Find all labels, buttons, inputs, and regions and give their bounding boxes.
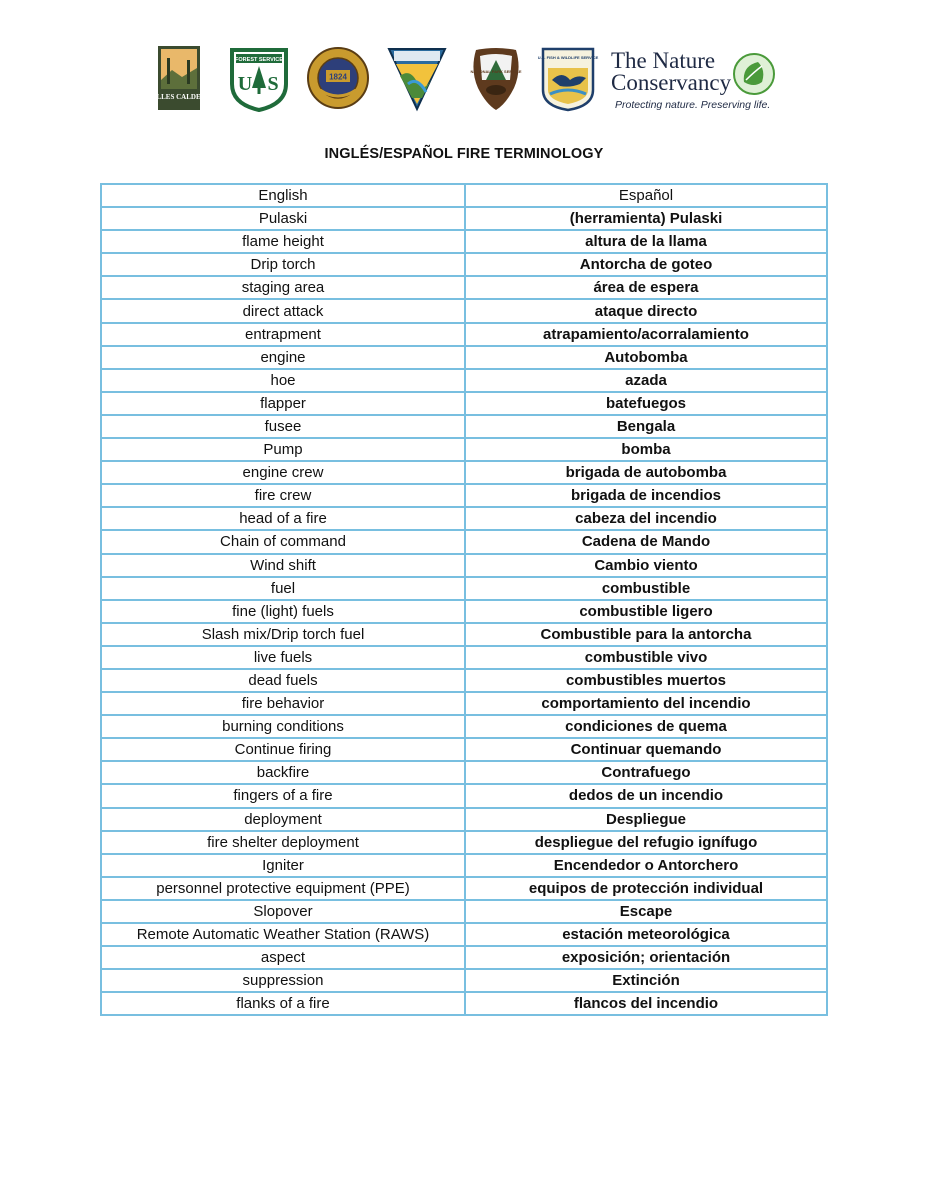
spanish-term: flancos del incendio [465, 992, 827, 1015]
spanish-term: Cambio viento [465, 554, 827, 577]
column-header-espanol: Español [465, 184, 827, 207]
english-term: deployment [101, 808, 465, 831]
spanish-term: Cadena de Mando [465, 530, 827, 553]
english-term: Remote Automatic Weather Station (RAWS) [101, 923, 465, 946]
spanish-term: Continuar quemando [465, 738, 827, 761]
bureau-of-land-management-logo [386, 46, 448, 112]
table-row [101, 992, 827, 1015]
english-term: dead fuels [101, 669, 465, 692]
terminology-table [100, 183, 828, 1016]
table-row [101, 946, 827, 969]
spanish-term: bomba [465, 438, 827, 461]
spanish-term: combustible ligero [465, 600, 827, 623]
logo-strip [147, 46, 790, 118]
spanish-term: condiciones de quema [465, 715, 827, 738]
bureau-of-indian-affairs-seal-logo [306, 46, 370, 110]
table-row [101, 438, 827, 461]
spanish-term: azada [465, 369, 827, 392]
table-row [101, 623, 827, 646]
table-row [101, 577, 827, 600]
spanish-term: Contrafuego [465, 761, 827, 784]
english-term: burning conditions [101, 715, 465, 738]
english-term: flapper [101, 392, 465, 415]
column-header-english: English [101, 184, 465, 207]
tnc-name-line2: Conservancy [611, 70, 732, 95]
table-row [101, 299, 827, 322]
english-term: fine (light) fuels [101, 600, 465, 623]
english-term: live fuels [101, 646, 465, 669]
english-term: Chain of command [101, 530, 465, 553]
fish-and-wildlife-service-logo [537, 46, 599, 112]
spanish-term: Combustible para la antorcha [465, 623, 827, 646]
spanish-term: exposición; orientación [465, 946, 827, 969]
spanish-term: brigada de autobomba [465, 461, 827, 484]
english-term: Slash mix/Drip torch fuel [101, 623, 465, 646]
table-row [101, 969, 827, 992]
english-term: backfire [101, 761, 465, 784]
spanish-term: comportamiento del incendio [465, 692, 827, 715]
spanish-term: (herramienta) Pulaski [465, 207, 827, 230]
spanish-term: altura de la llama [465, 230, 827, 253]
spanish-term: dedos de un incendio [465, 784, 827, 807]
spanish-term: ataque directo [465, 299, 827, 322]
table-row [101, 415, 827, 438]
svg-text:U: U [237, 73, 253, 95]
spanish-term: área de espera [465, 276, 827, 299]
table-row [101, 369, 827, 392]
table-row [101, 392, 827, 415]
spanish-term: Autobomba [465, 346, 827, 369]
table-row [101, 230, 827, 253]
valles-caldera-logo-text: VALLES CALDERA [147, 93, 211, 101]
table-row [101, 808, 827, 831]
english-term: fire crew [101, 484, 465, 507]
table-row [101, 692, 827, 715]
table-row [101, 554, 827, 577]
spanish-term: estación meteorológica [465, 923, 827, 946]
table-row [101, 461, 827, 484]
spanish-term: cabeza del incendio [465, 507, 827, 530]
english-term: fusee [101, 415, 465, 438]
table-row [101, 484, 827, 507]
english-term: direct attack [101, 299, 465, 322]
english-term: Pulaski [101, 207, 465, 230]
bia-seal-year: 1824 [329, 72, 347, 82]
english-term: fire shelter deployment [101, 831, 465, 854]
english-term: head of a fire [101, 507, 465, 530]
spanish-term: brigada de incendios [465, 484, 827, 507]
spanish-term: Bengala [465, 415, 827, 438]
table-row [101, 276, 827, 299]
fws-logo-text: U.S. FISH & WILDLIFE SERVICE [537, 55, 599, 60]
table-row [101, 900, 827, 923]
spanish-term: combustibles muertos [465, 669, 827, 692]
english-term: Drip torch [101, 253, 465, 276]
spanish-term: equipos de protección individual [465, 877, 827, 900]
valles-caldera-logo [147, 46, 211, 110]
english-term: suppression [101, 969, 465, 992]
table-row [101, 507, 827, 530]
english-term: Pump [101, 438, 465, 461]
spanish-term: Escape [465, 900, 827, 923]
national-park-service-arrowhead-logo [470, 46, 522, 112]
spanish-term: Antorcha de goteo [465, 253, 827, 276]
english-term: hoe [101, 369, 465, 392]
english-term: entrapment [101, 323, 465, 346]
spanish-term: batefuegos [465, 392, 827, 415]
english-term: engine [101, 346, 465, 369]
table-row [101, 854, 827, 877]
english-term: Continue firing [101, 738, 465, 761]
table-row [101, 600, 827, 623]
document-title: INGLÉS/ESPAÑOL FIRE TERMINOLOGY [324, 146, 604, 162]
nps-logo-text: NATIONAL PARK SERVICE [470, 69, 522, 74]
spanish-term: Despliegue [465, 808, 827, 831]
spanish-term: despliegue del refugio ignífugo [465, 831, 827, 854]
english-term: Igniter [101, 854, 465, 877]
table-row [101, 253, 827, 276]
english-term: fire behavior [101, 692, 465, 715]
table-row [101, 646, 827, 669]
table-row [101, 877, 827, 900]
english-term: engine crew [101, 461, 465, 484]
table-row [101, 715, 827, 738]
table-row [101, 346, 827, 369]
table-header-row [101, 184, 827, 207]
table-row [101, 669, 827, 692]
spanish-term: Extinción [465, 969, 827, 992]
table-row [101, 923, 827, 946]
english-term: staging area [101, 276, 465, 299]
table-row [101, 831, 827, 854]
english-term: aspect [101, 946, 465, 969]
svg-text:S: S [267, 73, 279, 95]
table-row [101, 738, 827, 761]
nature-conservancy-wordmark [611, 50, 731, 94]
english-term: Wind shift [101, 554, 465, 577]
spanish-term: Encendedor o Antorchero [465, 854, 827, 877]
tnc-name-line1: The Nature [611, 48, 716, 73]
spanish-term: atrapamiento/acorralamiento [465, 323, 827, 346]
nature-conservancy-leaf-globe-icon [732, 52, 776, 96]
english-term: Slopover [101, 900, 465, 923]
english-term: flame height [101, 230, 465, 253]
table-row [101, 784, 827, 807]
english-term: fingers of a fire [101, 784, 465, 807]
english-term: fuel [101, 577, 465, 600]
english-term: flanks of a fire [101, 992, 465, 1015]
spanish-term: combustible [465, 577, 827, 600]
table-row [101, 761, 827, 784]
english-term: personnel protective equipment (PPE) [101, 877, 465, 900]
forest-service-shield-logo [228, 46, 290, 112]
tnc-tagline: Protecting nature. Preserving life. [615, 99, 771, 111]
table-row [101, 323, 827, 346]
table-row [101, 530, 827, 553]
spanish-term: combustible vivo [465, 646, 827, 669]
forest-service-logo-text: FOREST SERVICE [235, 57, 283, 63]
table-row [101, 207, 827, 230]
